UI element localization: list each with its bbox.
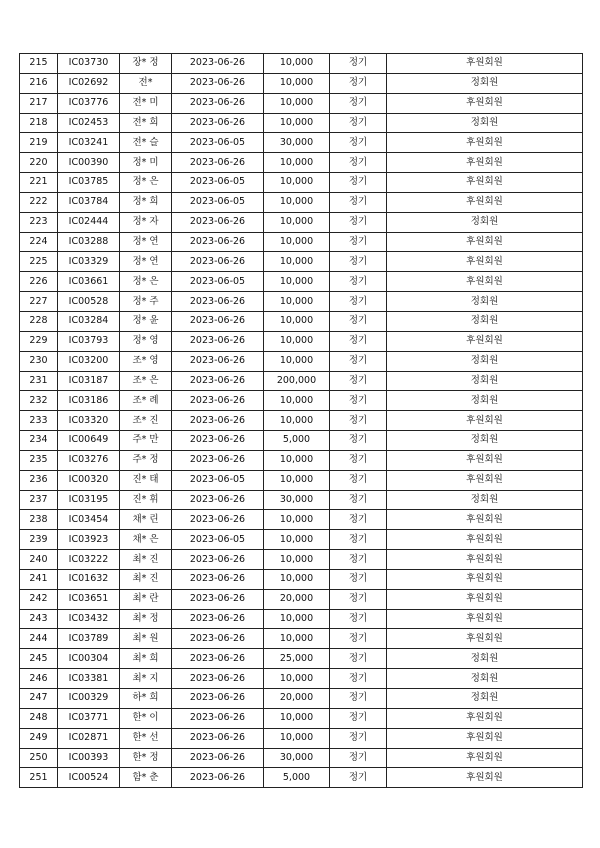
- payment-date-cell: 2023-06-26: [172, 708, 264, 728]
- row-number-cell: 218: [20, 113, 58, 133]
- member-category-cell: 정회원: [387, 431, 583, 451]
- member-id-cell: IC03651: [58, 589, 120, 609]
- row-number-cell: 238: [20, 510, 58, 530]
- table-row: [20, 212, 583, 232]
- member-id-cell: IC00390: [58, 153, 120, 173]
- member-name-cell: 주* 정: [120, 450, 172, 470]
- row-number-cell: 236: [20, 470, 58, 490]
- member-id-cell: IC00649: [58, 431, 120, 451]
- payment-type-cell: 정기: [330, 54, 387, 74]
- payment-type-cell: 정기: [330, 569, 387, 589]
- member-category-cell: 정회원: [387, 391, 583, 411]
- payment-type-cell: 정기: [330, 192, 387, 212]
- member-name-cell: 정* 윤: [120, 311, 172, 331]
- payment-type-cell: 정기: [330, 629, 387, 649]
- member-id-cell: IC03241: [58, 133, 120, 153]
- member-category-cell: 정회원: [387, 113, 583, 133]
- payment-date-cell: 2023-06-26: [172, 153, 264, 173]
- table-body: [20, 54, 583, 788]
- amount-cell: 10,000: [264, 569, 330, 589]
- payment-type-cell: 정기: [330, 133, 387, 153]
- member-name-cell: 정* 자: [120, 212, 172, 232]
- member-category-cell: 후원회원: [387, 133, 583, 153]
- row-number-cell: 242: [20, 589, 58, 609]
- member-category-cell: 후원회원: [387, 629, 583, 649]
- payment-type-cell: 정기: [330, 431, 387, 451]
- amount-cell: 25,000: [264, 649, 330, 669]
- member-name-cell: 최* 진: [120, 569, 172, 589]
- member-name-cell: 정* 주: [120, 292, 172, 312]
- member-name-cell: 하* 희: [120, 689, 172, 709]
- member-name-cell: 최* 진: [120, 550, 172, 570]
- row-number-cell: 247: [20, 689, 58, 709]
- member-category-cell: 후원회원: [387, 54, 583, 74]
- member-category-cell: 후원회원: [387, 450, 583, 470]
- member-name-cell: 전*: [120, 73, 172, 93]
- table-row: [20, 411, 583, 431]
- payment-type-cell: 정기: [330, 490, 387, 510]
- member-name-cell: 조* 은: [120, 371, 172, 391]
- member-id-cell: IC02444: [58, 212, 120, 232]
- member-category-cell: 정회원: [387, 649, 583, 669]
- payment-date-cell: 2023-06-26: [172, 311, 264, 331]
- payment-date-cell: 2023-06-26: [172, 550, 264, 570]
- table-row: [20, 153, 583, 173]
- row-number-cell: 224: [20, 232, 58, 252]
- amount-cell: 10,000: [264, 113, 330, 133]
- member-id-cell: IC03776: [58, 93, 120, 113]
- donor-table: [19, 53, 583, 788]
- row-number-cell: 240: [20, 550, 58, 570]
- payment-date-cell: 2023-06-26: [172, 589, 264, 609]
- table-row: [20, 490, 583, 510]
- amount-cell: 10,000: [264, 708, 330, 728]
- table-row: [20, 232, 583, 252]
- member-category-cell: 정회원: [387, 669, 583, 689]
- member-name-cell: 주* 만: [120, 431, 172, 451]
- member-category-cell: 후원회원: [387, 331, 583, 351]
- payment-date-cell: 2023-06-26: [172, 510, 264, 530]
- amount-cell: 10,000: [264, 93, 330, 113]
- member-name-cell: 정* 미: [120, 153, 172, 173]
- payment-date-cell: 2023-06-26: [172, 252, 264, 272]
- row-number-cell: 244: [20, 629, 58, 649]
- payment-date-cell: 2023-06-26: [172, 490, 264, 510]
- amount-cell: 10,000: [264, 192, 330, 212]
- amount-cell: 10,000: [264, 629, 330, 649]
- member-category-cell: 후원회원: [387, 748, 583, 768]
- member-name-cell: 전* 미: [120, 93, 172, 113]
- member-id-cell: IC03200: [58, 351, 120, 371]
- payment-date-cell: 2023-06-26: [172, 371, 264, 391]
- member-name-cell: 전* 슬: [120, 133, 172, 153]
- table-row: [20, 450, 583, 470]
- member-id-cell: IC03923: [58, 530, 120, 550]
- amount-cell: 10,000: [264, 470, 330, 490]
- table-row: [20, 272, 583, 292]
- payment-date-cell: 2023-06-26: [172, 629, 264, 649]
- payment-type-cell: 정기: [330, 173, 387, 193]
- payment-type-cell: 정기: [330, 530, 387, 550]
- payment-date-cell: 2023-06-26: [172, 450, 264, 470]
- member-category-cell: 정회원: [387, 311, 583, 331]
- member-category-cell: 후원회원: [387, 550, 583, 570]
- table-row: [20, 351, 583, 371]
- member-name-cell: 정* 연: [120, 252, 172, 272]
- member-id-cell: IC03785: [58, 173, 120, 193]
- payment-date-cell: 2023-06-26: [172, 768, 264, 788]
- member-name-cell: 조* 례: [120, 391, 172, 411]
- amount-cell: 10,000: [264, 252, 330, 272]
- member-name-cell: 정* 희: [120, 192, 172, 212]
- member-name-cell: 한* 정: [120, 748, 172, 768]
- amount-cell: 30,000: [264, 748, 330, 768]
- member-category-cell: 정회원: [387, 351, 583, 371]
- payment-type-cell: 정기: [330, 748, 387, 768]
- payment-type-cell: 정기: [330, 510, 387, 530]
- payment-date-cell: 2023-06-05: [172, 530, 264, 550]
- amount-cell: 10,000: [264, 73, 330, 93]
- member-name-cell: 진* 휘: [120, 490, 172, 510]
- payment-date-cell: 2023-06-05: [172, 192, 264, 212]
- row-number-cell: 221: [20, 173, 58, 193]
- member-name-cell: 채* 은: [120, 530, 172, 550]
- payment-type-cell: 정기: [330, 311, 387, 331]
- row-number-cell: 250: [20, 748, 58, 768]
- table-row: [20, 569, 583, 589]
- row-number-cell: 222: [20, 192, 58, 212]
- amount-cell: 10,000: [264, 351, 330, 371]
- row-number-cell: 225: [20, 252, 58, 272]
- payment-date-cell: 2023-06-26: [172, 73, 264, 93]
- member-category-cell: 후원회원: [387, 411, 583, 431]
- member-id-cell: IC03329: [58, 252, 120, 272]
- table-row: [20, 73, 583, 93]
- table-row: [20, 689, 583, 709]
- payment-date-cell: 2023-06-26: [172, 649, 264, 669]
- amount-cell: 10,000: [264, 728, 330, 748]
- payment-date-cell: 2023-06-26: [172, 232, 264, 252]
- member-name-cell: 조* 영: [120, 351, 172, 371]
- member-category-cell: 후원회원: [387, 272, 583, 292]
- member-category-cell: 정회원: [387, 490, 583, 510]
- member-id-cell: IC03320: [58, 411, 120, 431]
- table-row: [20, 629, 583, 649]
- table-row: [20, 609, 583, 629]
- member-category-cell: 후원회원: [387, 153, 583, 173]
- row-number-cell: 249: [20, 728, 58, 748]
- member-category-cell: 후원회원: [387, 728, 583, 748]
- row-number-cell: 246: [20, 669, 58, 689]
- payment-type-cell: 정기: [330, 212, 387, 232]
- table-row: [20, 728, 583, 748]
- payment-date-cell: 2023-06-26: [172, 728, 264, 748]
- row-number-cell: 235: [20, 450, 58, 470]
- member-id-cell: IC03661: [58, 272, 120, 292]
- member-id-cell: IC03771: [58, 708, 120, 728]
- member-name-cell: 함* 춘: [120, 768, 172, 788]
- payment-type-cell: 정기: [330, 93, 387, 113]
- payment-date-cell: 2023-06-05: [172, 272, 264, 292]
- payment-type-cell: 정기: [330, 371, 387, 391]
- row-number-cell: 239: [20, 530, 58, 550]
- table-row: [20, 173, 583, 193]
- member-id-cell: IC00304: [58, 649, 120, 669]
- amount-cell: 10,000: [264, 173, 330, 193]
- member-id-cell: IC03432: [58, 609, 120, 629]
- table-row: [20, 252, 583, 272]
- table-row: [20, 550, 583, 570]
- amount-cell: 10,000: [264, 212, 330, 232]
- payment-date-cell: 2023-06-05: [172, 470, 264, 490]
- row-number-cell: 216: [20, 73, 58, 93]
- member-name-cell: 전* 희: [120, 113, 172, 133]
- member-name-cell: 채* 린: [120, 510, 172, 530]
- member-id-cell: IC03284: [58, 311, 120, 331]
- table-row: [20, 371, 583, 391]
- payment-date-cell: 2023-06-26: [172, 391, 264, 411]
- member-name-cell: 한* 이: [120, 708, 172, 728]
- member-id-cell: IC01632: [58, 569, 120, 589]
- payment-date-cell: 2023-06-26: [172, 113, 264, 133]
- payment-date-cell: 2023-06-26: [172, 93, 264, 113]
- member-name-cell: 최* 정: [120, 609, 172, 629]
- amount-cell: 10,000: [264, 669, 330, 689]
- amount-cell: 10,000: [264, 232, 330, 252]
- member-category-cell: 후원회원: [387, 589, 583, 609]
- amount-cell: 10,000: [264, 391, 330, 411]
- payment-date-cell: 2023-06-26: [172, 689, 264, 709]
- member-name-cell: 최* 원: [120, 629, 172, 649]
- payment-type-cell: 정기: [330, 708, 387, 728]
- table-row: [20, 391, 583, 411]
- member-name-cell: 한* 선: [120, 728, 172, 748]
- member-category-cell: 후원회원: [387, 530, 583, 550]
- row-number-cell: 245: [20, 649, 58, 669]
- row-number-cell: 219: [20, 133, 58, 153]
- amount-cell: 10,000: [264, 609, 330, 629]
- payment-date-cell: 2023-06-05: [172, 133, 264, 153]
- member-category-cell: 후원회원: [387, 510, 583, 530]
- row-number-cell: 220: [20, 153, 58, 173]
- payment-type-cell: 정기: [330, 470, 387, 490]
- payment-date-cell: 2023-06-26: [172, 212, 264, 232]
- table-row: [20, 768, 583, 788]
- payment-date-cell: 2023-06-26: [172, 411, 264, 431]
- row-number-cell: 227: [20, 292, 58, 312]
- amount-cell: 20,000: [264, 689, 330, 709]
- payment-date-cell: 2023-06-26: [172, 331, 264, 351]
- row-number-cell: 241: [20, 569, 58, 589]
- member-id-cell: IC00393: [58, 748, 120, 768]
- member-id-cell: IC03288: [58, 232, 120, 252]
- table-row: [20, 93, 583, 113]
- payment-type-cell: 정기: [330, 768, 387, 788]
- member-category-cell: 후원회원: [387, 569, 583, 589]
- member-id-cell: IC03793: [58, 331, 120, 351]
- payment-date-cell: 2023-06-26: [172, 569, 264, 589]
- member-category-cell: 정회원: [387, 212, 583, 232]
- amount-cell: 5,000: [264, 431, 330, 451]
- table-row: [20, 292, 583, 312]
- table-row: [20, 589, 583, 609]
- amount-cell: 10,000: [264, 550, 330, 570]
- amount-cell: 20,000: [264, 589, 330, 609]
- payment-date-cell: 2023-06-05: [172, 173, 264, 193]
- member-id-cell: IC00528: [58, 292, 120, 312]
- payment-type-cell: 정기: [330, 113, 387, 133]
- member-id-cell: IC03789: [58, 629, 120, 649]
- table-row: [20, 133, 583, 153]
- payment-date-cell: 2023-06-26: [172, 54, 264, 74]
- row-number-cell: 231: [20, 371, 58, 391]
- member-name-cell: 정* 영: [120, 331, 172, 351]
- row-number-cell: 215: [20, 54, 58, 74]
- payment-type-cell: 정기: [330, 252, 387, 272]
- member-name-cell: 최* 란: [120, 589, 172, 609]
- payment-date-cell: 2023-06-26: [172, 292, 264, 312]
- member-category-cell: 후원회원: [387, 252, 583, 272]
- amount-cell: 30,000: [264, 133, 330, 153]
- row-number-cell: 232: [20, 391, 58, 411]
- amount-cell: 10,000: [264, 311, 330, 331]
- row-number-cell: 223: [20, 212, 58, 232]
- row-number-cell: 229: [20, 331, 58, 351]
- table-row: [20, 113, 583, 133]
- row-number-cell: 243: [20, 609, 58, 629]
- payment-type-cell: 정기: [330, 669, 387, 689]
- member-id-cell: IC00320: [58, 470, 120, 490]
- row-number-cell: 226: [20, 272, 58, 292]
- member-id-cell: IC03454: [58, 510, 120, 530]
- member-name-cell: 진* 태: [120, 470, 172, 490]
- amount-cell: 10,000: [264, 450, 330, 470]
- member-id-cell: IC02453: [58, 113, 120, 133]
- payment-date-cell: 2023-06-26: [172, 669, 264, 689]
- payment-type-cell: 정기: [330, 550, 387, 570]
- member-category-cell: 후원회원: [387, 470, 583, 490]
- member-category-cell: 후원회원: [387, 232, 583, 252]
- payment-type-cell: 정기: [330, 292, 387, 312]
- member-category-cell: 정회원: [387, 292, 583, 312]
- amount-cell: 10,000: [264, 153, 330, 173]
- payment-type-cell: 정기: [330, 589, 387, 609]
- table-row: [20, 470, 583, 490]
- payment-date-cell: 2023-06-26: [172, 748, 264, 768]
- amount-cell: 10,000: [264, 411, 330, 431]
- payment-type-cell: 정기: [330, 153, 387, 173]
- table-row: [20, 54, 583, 74]
- amount-cell: 5,000: [264, 768, 330, 788]
- member-id-cell: IC03381: [58, 669, 120, 689]
- row-number-cell: 228: [20, 311, 58, 331]
- row-number-cell: 230: [20, 351, 58, 371]
- member-name-cell: 정* 은: [120, 173, 172, 193]
- row-number-cell: 248: [20, 708, 58, 728]
- member-id-cell: IC02871: [58, 728, 120, 748]
- member-id-cell: IC00329: [58, 689, 120, 709]
- member-category-cell: 후원회원: [387, 93, 583, 113]
- member-category-cell: 후원회원: [387, 708, 583, 728]
- member-name-cell: 최* 지: [120, 669, 172, 689]
- table-row: [20, 331, 583, 351]
- member-name-cell: 장* 정: [120, 54, 172, 74]
- table-row: [20, 669, 583, 689]
- amount-cell: 10,000: [264, 510, 330, 530]
- member-category-cell: 후원회원: [387, 173, 583, 193]
- member-id-cell: IC03186: [58, 391, 120, 411]
- member-name-cell: 최* 희: [120, 649, 172, 669]
- member-name-cell: 정* 은: [120, 272, 172, 292]
- amount-cell: 10,000: [264, 54, 330, 74]
- payment-date-cell: 2023-06-26: [172, 609, 264, 629]
- table-row: [20, 748, 583, 768]
- amount-cell: 10,000: [264, 292, 330, 312]
- member-id-cell: IC03222: [58, 550, 120, 570]
- amount-cell: 10,000: [264, 331, 330, 351]
- payment-type-cell: 정기: [330, 232, 387, 252]
- member-name-cell: 조* 진: [120, 411, 172, 431]
- payment-type-cell: 정기: [330, 272, 387, 292]
- payment-type-cell: 정기: [330, 391, 387, 411]
- amount-cell: 200,000: [264, 371, 330, 391]
- member-category-cell: 정회원: [387, 371, 583, 391]
- table-row: [20, 311, 583, 331]
- payment-type-cell: 정기: [330, 73, 387, 93]
- member-name-cell: 정* 연: [120, 232, 172, 252]
- member-id-cell: IC03784: [58, 192, 120, 212]
- table-row: [20, 530, 583, 550]
- payment-type-cell: 정기: [330, 609, 387, 629]
- member-category-cell: 후원회원: [387, 768, 583, 788]
- payment-type-cell: 정기: [330, 411, 387, 431]
- member-id-cell: IC03195: [58, 490, 120, 510]
- row-number-cell: 251: [20, 768, 58, 788]
- amount-cell: 10,000: [264, 530, 330, 550]
- row-number-cell: 217: [20, 93, 58, 113]
- member-category-cell: 정회원: [387, 689, 583, 709]
- row-number-cell: 233: [20, 411, 58, 431]
- member-id-cell: IC02692: [58, 73, 120, 93]
- table-row: [20, 431, 583, 451]
- table-row: [20, 192, 583, 212]
- member-id-cell: IC03187: [58, 371, 120, 391]
- table-row: [20, 649, 583, 669]
- payment-date-cell: 2023-06-26: [172, 351, 264, 371]
- row-number-cell: 237: [20, 490, 58, 510]
- table-row: [20, 510, 583, 530]
- payment-type-cell: 정기: [330, 728, 387, 748]
- member-category-cell: 후원회원: [387, 192, 583, 212]
- payment-type-cell: 정기: [330, 649, 387, 669]
- payment-type-cell: 정기: [330, 689, 387, 709]
- amount-cell: 10,000: [264, 272, 330, 292]
- member-category-cell: 정회원: [387, 73, 583, 93]
- member-id-cell: IC03730: [58, 54, 120, 74]
- member-id-cell: IC00524: [58, 768, 120, 788]
- payment-date-cell: 2023-06-26: [172, 431, 264, 451]
- row-number-cell: 234: [20, 431, 58, 451]
- member-category-cell: 후원회원: [387, 609, 583, 629]
- amount-cell: 30,000: [264, 490, 330, 510]
- table-row: [20, 708, 583, 728]
- payment-type-cell: 정기: [330, 351, 387, 371]
- payment-type-cell: 정기: [330, 331, 387, 351]
- payment-type-cell: 정기: [330, 450, 387, 470]
- member-id-cell: IC03276: [58, 450, 120, 470]
